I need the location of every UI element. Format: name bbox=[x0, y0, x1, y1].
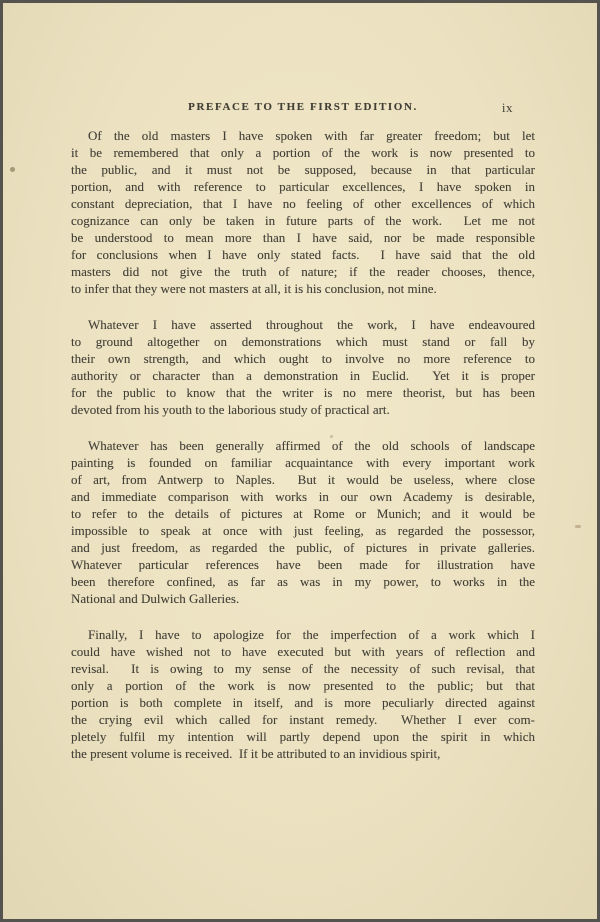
text-line: Of the old masters I have spoken with far greater freedom; but let bbox=[88, 128, 535, 143]
text-line: constant depreciation, that I have no feeling of other excellences of which bbox=[71, 196, 535, 211]
text-line: portion is both complete in itself, and is more peculiarly directed against bbox=[71, 695, 535, 710]
paragraph-3 bbox=[71, 437, 535, 607]
text-block bbox=[71, 127, 535, 781]
paper-speck bbox=[575, 525, 581, 528]
text-line: and immediate comparison with works in our own Academy is desirable, bbox=[71, 489, 535, 504]
text-line: to infer that they were not masters at all, it is his conclusion, not mine. bbox=[71, 281, 437, 296]
text-line: Finally, I have to apologize for the imperfection of a work which I bbox=[88, 627, 535, 642]
text-line: Whatever I have asserted throughout the work, I have endeavoured bbox=[88, 317, 535, 332]
text-line: been therefore confined, as far as was in my power, to works in the bbox=[71, 574, 535, 589]
text-line: could have wished not to have executed but with years of reflection and bbox=[71, 644, 535, 659]
text-line: impossible to speak at once with just feeling, as regarded the possessor, bbox=[71, 523, 535, 538]
text-line: and just freedom, as regarded the public, of pictures in private galleries. bbox=[71, 540, 535, 555]
text-line: authority or character than a demonstration in Euclid. Yet it is proper bbox=[71, 368, 535, 383]
text-line: National and Dulwich Galleries. bbox=[71, 591, 240, 606]
text-line: of art, from Antwerp to Naples. But it would be useless, where close bbox=[71, 472, 535, 487]
text-line: only a portion of the work is now presented to the public; but that bbox=[71, 678, 535, 693]
paragraph-4 bbox=[71, 626, 535, 762]
text-line: to refer to the details of pictures at Rome or Munich; and it would be bbox=[71, 506, 535, 521]
page-number: ix bbox=[501, 100, 513, 115]
text-line: to ground altogether on demonstrations which must stand or fall by bbox=[71, 334, 535, 349]
text-line: cognizance can only be taken in future parts of the work. Let me not bbox=[71, 213, 535, 228]
page-header bbox=[71, 101, 535, 119]
text-line: their own strength, and which ought to involve no more reference to bbox=[71, 351, 535, 366]
text-line: pletely fulfil my intention will partly depend upon the spirit in which bbox=[71, 729, 535, 744]
text-line: for the public to know that the writer is no mere theorist, but has been bbox=[71, 385, 535, 400]
text-line: it be remembered that only a portion of the work is now presented to bbox=[71, 145, 535, 160]
text-line: Whatever has been generally affirmed of the old schools of landscape bbox=[88, 438, 535, 453]
paragraph-1 bbox=[71, 127, 535, 297]
paragraph-2 bbox=[71, 316, 535, 418]
text-line: the present volume is received. If it be attributed to an invidious spirit, bbox=[71, 746, 441, 761]
text-line: the public, and it must not be supposed, because in that particular bbox=[71, 162, 535, 177]
text-line: for conclusions when I have only stated facts. I have said that the old bbox=[71, 247, 535, 262]
paper-speck bbox=[10, 167, 15, 172]
text-line: be understood to mean more than I have said, nor be made responsible bbox=[71, 230, 535, 245]
text-line: Whatever particular references have been made for illustration have bbox=[71, 557, 535, 572]
text-line: the crying evil which called for instant remedy. Whether I ever com- bbox=[71, 712, 535, 727]
text-line: masters did not give the truth of nature; if the reader chooses, thence, bbox=[71, 264, 535, 279]
text-line: revisal. It is owing to my sense of the necessity of such revisal, that bbox=[71, 661, 535, 676]
text-line: devoted from his youth to the laborious study of practical art. bbox=[71, 402, 390, 417]
text-line: painting is founded on familiar acquaintance with every important work bbox=[71, 455, 535, 470]
text-line: portion, and with reference to particular excellences, I have spoken in bbox=[71, 179, 535, 194]
page-title: PREFACE TO THE FIRST EDITION. bbox=[188, 101, 418, 113]
